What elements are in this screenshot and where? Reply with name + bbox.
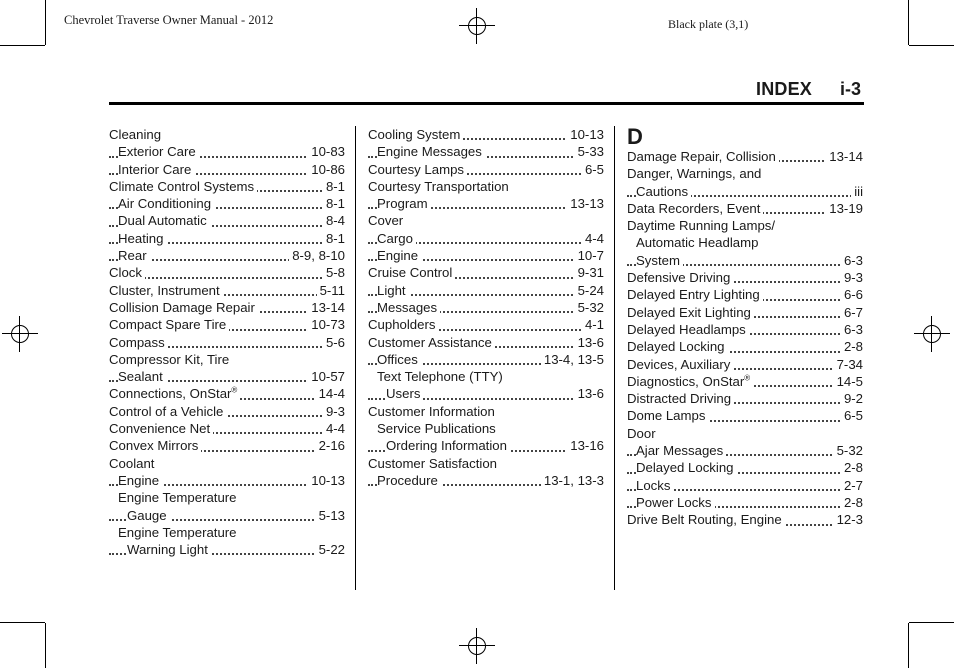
entry-page-ref: 5-6 — [323, 334, 345, 351]
entry-page-ref: 9-3 — [323, 403, 345, 420]
entry-term-text: Engine Temperature — [118, 524, 237, 540]
entry-term-text: Heating — [118, 230, 164, 246]
entry-term-text: Defensive Driving — [627, 270, 731, 286]
index-entry — [109, 472, 345, 489]
registered-mark: ® — [744, 373, 751, 383]
index-entry — [627, 286, 863, 303]
index-entry — [368, 230, 604, 247]
index-entry — [627, 459, 863, 476]
index-entry — [368, 126, 604, 143]
index-entry — [109, 334, 345, 351]
entry-term-text: Courtesy Transportation — [368, 178, 509, 194]
entry-page-ref: 2-8 — [841, 459, 863, 476]
entry-page-ref: 5-13 — [316, 507, 345, 524]
entry-term — [368, 456, 500, 471]
entry-term-text: Delayed Entry Lighting — [627, 287, 760, 303]
entry-term-text: Ordering Information — [386, 438, 507, 454]
registered-mark: ® — [231, 386, 238, 396]
index-entry — [627, 511, 863, 528]
index-entry — [109, 524, 345, 541]
index-entry — [368, 143, 604, 160]
entry-term — [627, 305, 754, 320]
entry-term — [127, 508, 170, 523]
index-entry — [627, 494, 863, 511]
entry-page-ref: 12-3 — [834, 511, 863, 528]
index-entry — [368, 247, 604, 264]
section-title: INDEX — [756, 79, 813, 99]
index-entry — [109, 282, 345, 299]
entry-term-text: Text Telephone (TTY) — [377, 369, 503, 385]
entry-term-text: Users — [386, 386, 421, 402]
entry-page-ref: 13-16 — [567, 437, 604, 454]
entry-page-ref: 8-1 — [323, 230, 345, 247]
entry-page-ref: 13-13 — [567, 195, 604, 212]
index-entry — [109, 264, 345, 281]
entry-page-ref: 10-13 — [308, 472, 345, 489]
entry-term — [118, 213, 210, 228]
entry-term — [109, 265, 145, 280]
index-entry — [109, 385, 345, 402]
entry-term-text: Distracted Driving — [627, 391, 732, 407]
index-entry — [368, 403, 604, 420]
index-entry — [109, 403, 345, 420]
entry-term — [118, 525, 240, 540]
registration-mark-icon — [459, 8, 495, 44]
entry-page-ref: 8-9, 8-10 — [289, 247, 345, 264]
index-entry — [368, 368, 604, 385]
entry-page-ref: 2-8 — [841, 338, 863, 355]
entry-term — [109, 317, 229, 332]
entry-page-ref: 13-1, 13-3 — [541, 472, 604, 489]
entry-term — [636, 443, 726, 458]
index-entry — [368, 385, 604, 402]
index-entry — [627, 390, 863, 407]
entry-page-ref: 6-3 — [841, 252, 863, 269]
entry-term-text: Ajar Messages — [636, 443, 724, 459]
index-column-1 — [109, 126, 345, 558]
entry-term — [377, 231, 416, 246]
entry-term — [109, 352, 232, 367]
entry-page-ref: 6-6 — [841, 286, 863, 303]
entry-page-ref: 5-8 — [323, 264, 345, 281]
entry-term — [627, 166, 764, 181]
entry-page-ref: 13-14 — [826, 148, 863, 165]
entry-page-ref: 7-34 — [834, 356, 863, 373]
index-entry — [627, 407, 863, 424]
entry-term-text: Procedure — [377, 472, 438, 488]
entry-term — [377, 196, 431, 211]
index-entry — [627, 148, 863, 165]
entry-term-text: Courtesy Lamps — [368, 161, 465, 177]
entry-term — [636, 478, 673, 493]
entry-term — [109, 421, 213, 436]
entry-term — [118, 490, 240, 505]
entry-page-ref: 13-6 — [575, 334, 604, 351]
entry-page-ref: 14-4 — [316, 385, 345, 402]
index-entry — [627, 304, 863, 321]
registration-mark-icon — [914, 316, 950, 352]
index-entry — [627, 269, 863, 286]
registration-mark-icon — [2, 316, 38, 352]
index-entry — [109, 161, 345, 178]
index-entry — [109, 230, 345, 247]
index-entry — [368, 212, 604, 229]
entry-term — [377, 300, 440, 315]
entry-term-text: Customer Assistance — [368, 334, 492, 350]
entry-term-text: Locks — [636, 477, 671, 493]
index-entry — [109, 195, 345, 212]
entry-term — [627, 374, 753, 389]
entry-page-ref: 4-1 — [582, 316, 604, 333]
entry-term-text: Light — [377, 282, 406, 298]
entry-term — [377, 248, 421, 263]
entry-term-text: Delayed Locking — [627, 339, 725, 355]
entry-term-text: Cooling System — [368, 127, 461, 142]
index-entry — [627, 200, 863, 217]
entry-page-ref: 10-13 — [567, 126, 604, 143]
entry-term-text: Engine Messages — [377, 144, 482, 160]
index-entry — [109, 247, 345, 264]
entry-term-text: Climate Control Systems — [109, 178, 255, 194]
entry-term-text: Automatic Headlamp — [636, 235, 759, 251]
entry-term — [627, 218, 778, 233]
index-entry — [109, 507, 345, 524]
entry-term-text: Control of a Vehicle — [109, 403, 224, 419]
entry-term — [627, 408, 708, 423]
index-entry — [627, 234, 863, 251]
entry-term-text: Gauge — [127, 507, 167, 523]
entry-term — [118, 473, 162, 488]
entry-page-ref: 5-22 — [316, 541, 345, 558]
index-entry — [627, 373, 863, 390]
entry-term — [386, 386, 423, 401]
plate-label: Black plate (3,1) — [668, 17, 749, 31]
index-entry — [109, 455, 345, 472]
entry-term-text: Cluster, Instrument — [109, 282, 220, 298]
entry-page-ref: 6-7 — [841, 304, 863, 321]
entry-term — [118, 231, 166, 246]
entry-page-ref: iii — [851, 183, 863, 200]
entry-term-text: Offices — [377, 351, 418, 367]
entry-page-ref: 5-32 — [834, 442, 863, 459]
index-entry — [109, 420, 345, 437]
entry-term — [368, 317, 438, 332]
entry-term-text: Engine — [377, 248, 419, 264]
entry-page-ref: 6-3 — [841, 321, 863, 338]
index-column-3 — [627, 126, 863, 529]
page-number: i-3 — [840, 79, 862, 99]
entry-term — [368, 179, 512, 194]
entry-term — [109, 404, 226, 419]
index-entry — [109, 143, 345, 160]
index-entry — [368, 351, 604, 368]
entry-term — [377, 144, 485, 159]
index-entry — [368, 437, 604, 454]
entry-term — [636, 460, 737, 475]
entry-term-text: Delayed Locking — [636, 460, 734, 476]
manual-title: Chevrolet Traverse Owner Manual - 2012 — [64, 13, 274, 27]
entry-term — [627, 357, 733, 372]
entry-term — [636, 184, 691, 199]
entry-term-text: Messages — [377, 299, 438, 315]
entry-page-ref: 2-7 — [841, 477, 863, 494]
index-entry — [109, 299, 345, 316]
entry-term-text: Data Recorders, Event — [627, 200, 761, 216]
entry-term-text: Service Publications — [377, 421, 496, 437]
entry-term-text: Daytime Running Lamps/ — [627, 218, 776, 234]
entry-term — [377, 352, 421, 367]
entry-term — [118, 369, 166, 384]
entry-term — [368, 162, 467, 177]
entry-term-text: Program — [377, 196, 428, 212]
entry-term-text: Cargo — [377, 230, 413, 246]
entry-term — [368, 127, 463, 142]
index-entry — [368, 316, 604, 333]
entry-term — [368, 265, 455, 280]
section-letter: D — [627, 124, 643, 149]
index-entry — [368, 420, 604, 437]
entry-page-ref: 9-2 — [841, 390, 863, 407]
index-entry — [368, 299, 604, 316]
entry-term-text: Air Conditioning — [118, 196, 212, 212]
entry-page-ref: 10-7 — [575, 247, 604, 264]
index-column-2 — [368, 126, 604, 489]
entry-term-text: Delayed Headlamps — [627, 321, 746, 337]
entry-term — [368, 335, 495, 350]
entry-page-ref: 13-14 — [308, 299, 345, 316]
index-entry — [627, 356, 863, 373]
crop-mark — [45, 623, 46, 668]
entry-term-text: Drive Belt Routing, Engine — [627, 512, 782, 528]
index-entry — [109, 316, 345, 333]
entry-term — [109, 335, 168, 350]
entry-term — [368, 213, 406, 228]
entry-term — [109, 283, 223, 298]
entry-term — [109, 127, 164, 142]
crop-mark — [909, 45, 954, 46]
entry-term-text: Compass — [109, 334, 165, 350]
entry-page-ref: 13-19 — [826, 200, 863, 217]
entry-term — [627, 287, 763, 302]
entry-term — [627, 322, 749, 337]
entry-term — [109, 438, 201, 453]
entry-term-text: Convenience Net — [109, 421, 211, 437]
crop-mark — [908, 0, 909, 45]
entry-term-text: Cruise Control — [368, 265, 453, 281]
entry-page-ref: 9-3 — [841, 269, 863, 286]
entry-term-text: Customer Information — [368, 403, 495, 419]
crop-mark — [45, 0, 46, 45]
entry-page-ref: 6-5 — [841, 407, 863, 424]
entry-term — [109, 179, 257, 194]
entry-page-ref: 5-33 — [575, 143, 604, 160]
entry-term-text: Damage Repair, Collision — [627, 149, 776, 164]
entry-term-text: Cleaning — [109, 127, 162, 142]
entry-term-text: Compact Spare Tire — [109, 317, 227, 333]
entry-page-ref: 8-4 — [323, 212, 345, 229]
entry-page-ref: 14-5 — [834, 373, 863, 390]
index-entry — [627, 165, 863, 182]
entry-term-text: Collision Damage Repair — [109, 299, 255, 315]
entry-page-ref: 10-83 — [308, 143, 345, 160]
index-entry — [368, 264, 604, 281]
entry-page-ref: 5-24 — [575, 282, 604, 299]
entry-term-text: Interior Care — [118, 161, 192, 177]
entry-term — [127, 542, 211, 557]
index-entry — [627, 321, 863, 338]
entry-page-ref: 4-4 — [323, 420, 345, 437]
entry-term — [109, 386, 240, 401]
index-entry — [627, 425, 863, 442]
entry-term — [109, 456, 157, 471]
index-entry — [109, 437, 345, 454]
entry-term-text: Engine — [118, 472, 160, 488]
entry-term-text: Dual Automatic — [118, 213, 207, 229]
entry-term-text: Danger, Warnings, and — [627, 166, 762, 182]
entry-page-ref: 13-4, 13-5 — [541, 351, 604, 368]
entry-term-text: Cautions — [636, 183, 689, 199]
index-entry — [627, 183, 863, 200]
entry-term-text: Engine Temperature — [118, 490, 237, 506]
index-entry — [368, 178, 604, 195]
entry-term-text: Exterior Care — [118, 144, 196, 160]
index-entry — [109, 541, 345, 558]
entry-term — [636, 495, 715, 510]
entry-term — [627, 391, 734, 406]
index-entry — [627, 477, 863, 494]
entry-term-text: Coolant — [109, 455, 155, 471]
entry-term-text: Power Locks — [636, 494, 712, 510]
entry-term — [627, 512, 785, 527]
entry-term — [368, 404, 498, 419]
entry-term — [118, 248, 150, 263]
entry-page-ref: 5-11 — [317, 282, 345, 299]
entry-term — [627, 201, 763, 216]
index-entry — [368, 195, 604, 212]
entry-term — [627, 270, 733, 285]
entry-page-ref: 13-6 — [575, 385, 604, 402]
index-entry — [109, 351, 345, 368]
entry-page-ref: 8-1 — [323, 178, 345, 195]
index-entry — [368, 282, 604, 299]
entry-page-ref: 8-1 — [323, 195, 345, 212]
index-entry — [109, 368, 345, 385]
entry-term-text: Cupholders — [368, 317, 436, 333]
entry-page-ref: 10-86 — [308, 161, 345, 178]
entry-term-text: Convex Mirrors — [109, 438, 199, 454]
crop-mark — [908, 623, 909, 668]
entry-term-text: Sealant — [118, 369, 163, 385]
entry-page-ref: 6-5 — [582, 161, 604, 178]
registration-mark-icon — [459, 628, 495, 664]
index-entry — [368, 334, 604, 351]
index-entry — [109, 126, 345, 143]
entry-term-text: Warning Light — [127, 542, 208, 558]
entry-term-text: Dome Lamps — [627, 408, 706, 424]
column-divider — [614, 126, 615, 590]
index-entry — [627, 338, 863, 355]
entry-page-ref: 4-4 — [582, 230, 604, 247]
entry-term-text: Compressor Kit, Tire — [109, 351, 230, 367]
entry-term-text: Clock — [109, 265, 142, 281]
index-entry — [627, 442, 863, 459]
entry-page-ref: 5-32 — [575, 299, 604, 316]
entry-term-text: Customer Satisfaction — [368, 455, 497, 471]
entry-term-text: System — [636, 252, 680, 268]
index-entry — [368, 455, 604, 472]
entry-term — [636, 253, 683, 268]
entry-term — [627, 339, 728, 354]
entry-term — [627, 426, 659, 441]
entry-term-text: Connections, OnStar — [109, 386, 232, 402]
index-entry — [368, 161, 604, 178]
entry-term — [377, 473, 441, 488]
index-entry — [109, 212, 345, 229]
entry-page-ref: 2-8 — [841, 494, 863, 511]
entry-term-text: Rear — [118, 248, 147, 264]
entry-term — [109, 300, 258, 315]
entry-term-text: Door — [627, 425, 656, 441]
entry-page-ref: 10-57 — [308, 368, 345, 385]
index-entry — [109, 178, 345, 195]
entry-term — [377, 283, 409, 298]
entry-term — [627, 149, 779, 164]
entry-term-text: Cover — [368, 213, 404, 229]
crop-mark — [0, 45, 45, 46]
index-entry — [109, 489, 345, 506]
entry-term — [377, 369, 506, 384]
entry-page-ref: 10-73 — [308, 316, 345, 333]
column-divider — [355, 126, 356, 590]
header-rule — [109, 102, 864, 105]
entry-term — [636, 235, 761, 250]
crop-mark — [0, 622, 45, 623]
index-entry — [627, 252, 863, 269]
entry-page-ref: 9-31 — [575, 264, 604, 281]
entry-term-text: Diagnostics, OnStar — [627, 373, 745, 389]
crop-mark — [909, 622, 954, 623]
index-entry — [627, 217, 863, 234]
entry-page-ref: 2-16 — [316, 437, 345, 454]
entry-term — [118, 144, 199, 159]
entry-term-text: Devices, Auxiliary — [627, 356, 731, 372]
entry-term — [377, 421, 499, 436]
entry-term — [118, 196, 214, 211]
index-entry — [368, 472, 604, 489]
entry-term — [118, 162, 194, 177]
entry-term-text: Delayed Exit Lighting — [627, 304, 751, 320]
entry-term — [386, 438, 510, 453]
